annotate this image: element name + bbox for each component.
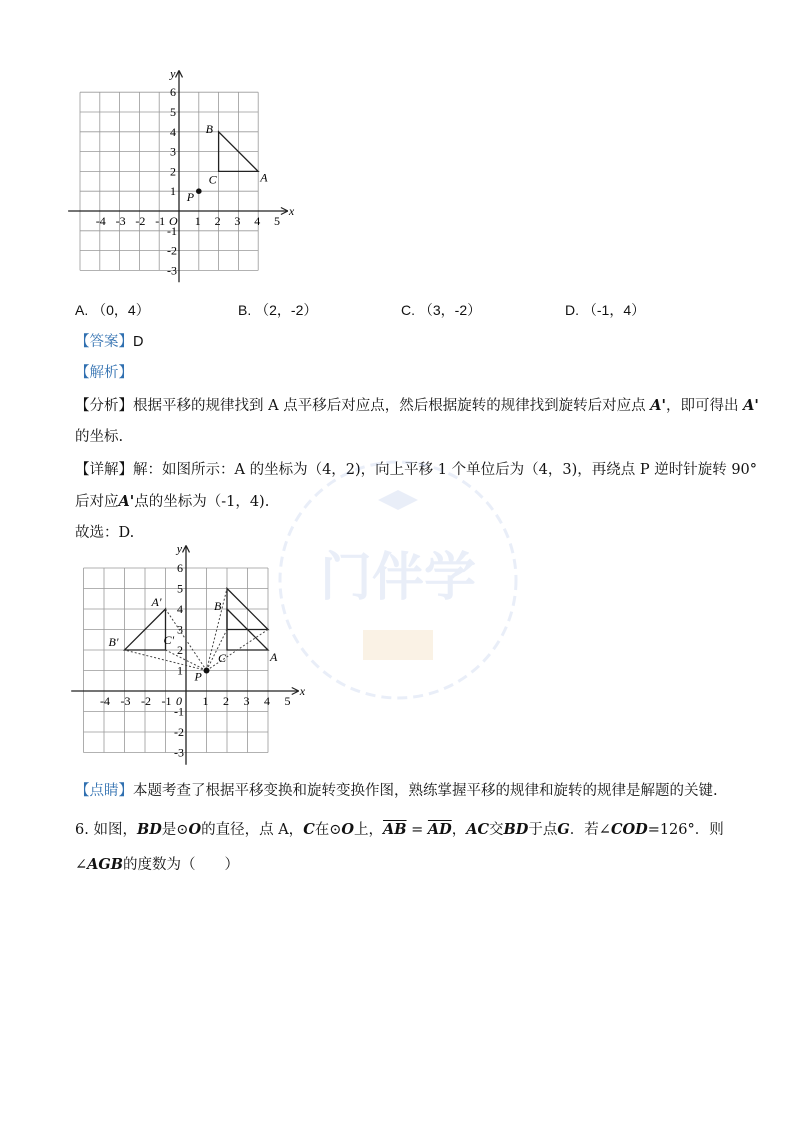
q6-text-7: 交 <box>489 822 504 838</box>
q6-text-9: ．若∠ <box>569 822 611 838</box>
xiangjie-text-3: 点的坐标为（-1，4). <box>134 494 270 510</box>
fig1-x-tick-label: O <box>169 214 178 228</box>
option-b-value: （2，-2） <box>255 302 318 318</box>
fig2-x-tick-label: 4 <box>264 694 270 708</box>
q6-bd2: BD <box>503 821 529 838</box>
q6-text-5: 上， <box>354 822 384 838</box>
fig1-y-tick-label: 1 <box>170 184 176 199</box>
fig1-y-tick-label: -3 <box>167 263 177 278</box>
fig1-x-tick-label: 4 <box>254 214 261 228</box>
answer-value: D <box>133 334 144 350</box>
a-prime-symbol: A' <box>650 397 666 414</box>
fig1-x-tick-label: -1 <box>155 214 166 228</box>
fenxi-text-2: ，即可得出 <box>666 398 739 414</box>
fenxi-line-2 <box>75 425 123 446</box>
option-b-letter: B. <box>238 302 252 318</box>
fig2-x-tick-label: 0 <box>176 694 182 708</box>
fig2-y-tick-label: 4 <box>177 602 183 616</box>
fig2-label-b: B <box>214 599 222 613</box>
fig2-x-tick-label: -3 <box>120 694 131 708</box>
q6-bd: BD <box>136 821 162 838</box>
watermark-logo <box>268 455 528 705</box>
fig2-label-a-prime: A' <box>151 595 162 609</box>
q6-text-6: ， <box>451 822 467 838</box>
option-b <box>238 300 317 320</box>
fig1-label-c: C <box>208 172 217 187</box>
option-c <box>401 300 481 320</box>
option-d <box>565 300 645 320</box>
fig2-y-tick-label: -3 <box>174 745 184 760</box>
dianjing-text: 本题考查了根据平移变换和旋转变换作图，熟练掌握平移的规律和旋转的规律是解题的关键. <box>133 783 718 799</box>
fig1-y-tick-label: 5 <box>170 105 176 119</box>
q6-text-4: 在⊙ <box>314 822 342 838</box>
q6-number: 6. <box>75 822 89 838</box>
fig2-x-tick-label: -4 <box>100 694 110 708</box>
q6-cod: COD <box>610 821 648 838</box>
fig1-y-tick-label: 4 <box>170 124 176 139</box>
fig1-x-tick-label: 3 <box>234 214 241 228</box>
fig2-y-tick-label: -2 <box>174 725 184 739</box>
fig2-y-tick-label: 5 <box>177 581 183 596</box>
fig2-point-p <box>204 668 210 674</box>
q6-text-10: =126°．则 <box>647 822 724 838</box>
q6-text-8: 于点 <box>528 822 558 838</box>
dianjing-line <box>75 779 718 800</box>
fig2-label-b-prime: B' <box>108 635 119 649</box>
xiangjie-text-1: 解：如图所示：A 的坐标为（4，2)，向上平移 1 个单位后为（4，3)，再绕点 P 逆时针旋转 90° <box>133 462 758 478</box>
fig2-label-c-prime: C' <box>163 633 175 647</box>
fenxi-text-3: 的坐标. <box>75 429 124 445</box>
q6-g: G <box>557 821 570 838</box>
fig2-y-tick-label: 1 <box>177 663 183 678</box>
q6-arc-ad: $\overline{AD}$ <box>427 821 452 838</box>
fig1-label-b: B <box>205 121 213 136</box>
analysis-heading <box>75 361 133 382</box>
xiangjie-text-2: 后对应 <box>75 494 119 510</box>
q6-o: O <box>188 821 202 838</box>
fig2-x-tick-label: -2 <box>141 694 151 708</box>
option-a <box>75 300 150 320</box>
fenxi-line-1 <box>75 394 759 415</box>
q6-arc-ab: $\overline{AB}$ <box>383 821 407 838</box>
fig1-y-tick-label: 6 <box>170 85 176 100</box>
fig2-x-tick-label: 1 <box>202 694 209 708</box>
fig2-x-tick-label: 5 <box>284 694 291 708</box>
a-prime-symbol-2: A' <box>743 397 759 414</box>
xiangjie-text-4: 故选：D. <box>75 525 135 541</box>
coordinate-figure-1 <box>65 66 295 283</box>
fig1-x-tick-label: 5 <box>274 214 280 228</box>
fig2-y-tick-label: 2 <box>177 643 183 657</box>
q6-text-12: 的度数为（ ） <box>123 857 240 873</box>
option-d-letter: D. <box>565 302 579 318</box>
xiangjie-line-3 <box>75 521 134 542</box>
option-a-letter: A. <box>75 302 89 318</box>
fig2-label-c: C <box>218 651 227 665</box>
fig1-label-a: A <box>260 170 268 185</box>
option-c-value: （3，-2） <box>418 302 482 318</box>
fig1-x-axis-label: x <box>288 204 295 218</box>
answer-line <box>75 330 143 351</box>
q6-text-11: ∠ <box>75 857 88 873</box>
xiangjie-line-2 <box>75 490 269 511</box>
fig2-label-a: A <box>270 650 278 664</box>
fig2-x-tick-label: -1 <box>161 694 172 708</box>
q6-eq: = <box>406 822 428 838</box>
answer-tag: 【答案】 <box>75 334 133 350</box>
fig2-label-p: P <box>194 669 202 684</box>
fig1-y-tick-label: -2 <box>167 243 177 258</box>
dianjing-tag: 【点睛】 <box>75 783 133 799</box>
q6-agb: AGB <box>87 856 124 873</box>
watermark-text: 门伴学 <box>319 550 477 607</box>
fig2-x-tick-label: 3 <box>243 694 250 708</box>
fig1-point-p <box>196 188 202 194</box>
fig1-x-tick-label: -4 <box>95 214 106 228</box>
q6-text-2: 是⊙ <box>161 822 189 838</box>
q6-o2: O <box>341 821 355 838</box>
q6-text-3: 的直径，点 A， <box>201 822 304 838</box>
fig1-y-tick-label: -1 <box>167 223 177 238</box>
option-a-value: （0，4） <box>92 302 150 318</box>
analysis-tag: 【解析】 <box>75 365 133 381</box>
fig1-x-tick-label: -3 <box>115 214 126 228</box>
xiangjie-tag: 【详解】 <box>75 462 133 478</box>
fig1-y-axis-label: y <box>170 66 176 81</box>
q6-ac: AC <box>466 821 490 838</box>
q6-c: C <box>303 821 315 838</box>
fenxi-tag: 【分析】 <box>75 398 133 414</box>
fig1-x-tick-label: 1 <box>194 214 201 228</box>
option-d-value: （-1，4） <box>582 302 646 318</box>
fig1-label-p: P <box>186 190 195 205</box>
fig2-y-axis-label: y <box>176 541 183 556</box>
fig2-y-tick-label: -1 <box>174 704 184 719</box>
question-6-line-1 <box>75 818 724 839</box>
fig2-y-tick-label: 3 <box>177 622 183 637</box>
q6-text-1: 如图， <box>93 822 137 838</box>
fig1-y-tick-label: 2 <box>170 164 176 179</box>
fig2-x-tick-label: 2 <box>223 694 229 708</box>
option-c-letter: C. <box>401 302 415 318</box>
a-prime-symbol-3: A' <box>118 493 135 510</box>
fig1-y-tick-label: 3 <box>170 144 176 159</box>
coordinate-figure-2 <box>65 541 306 768</box>
fig1-x-tick-label: 2 <box>214 214 221 228</box>
fig2-y-tick-label: 6 <box>177 561 183 575</box>
fig1-x-tick-label: -2 <box>135 214 146 228</box>
fig2-x-axis-label: x <box>299 684 306 698</box>
question-6-line-2 <box>75 853 239 874</box>
fenxi-text-1: 根据平移的规律找到 A 点平移后对应点，然后根据旋转的规律找到旋转后对应点 <box>133 398 646 414</box>
